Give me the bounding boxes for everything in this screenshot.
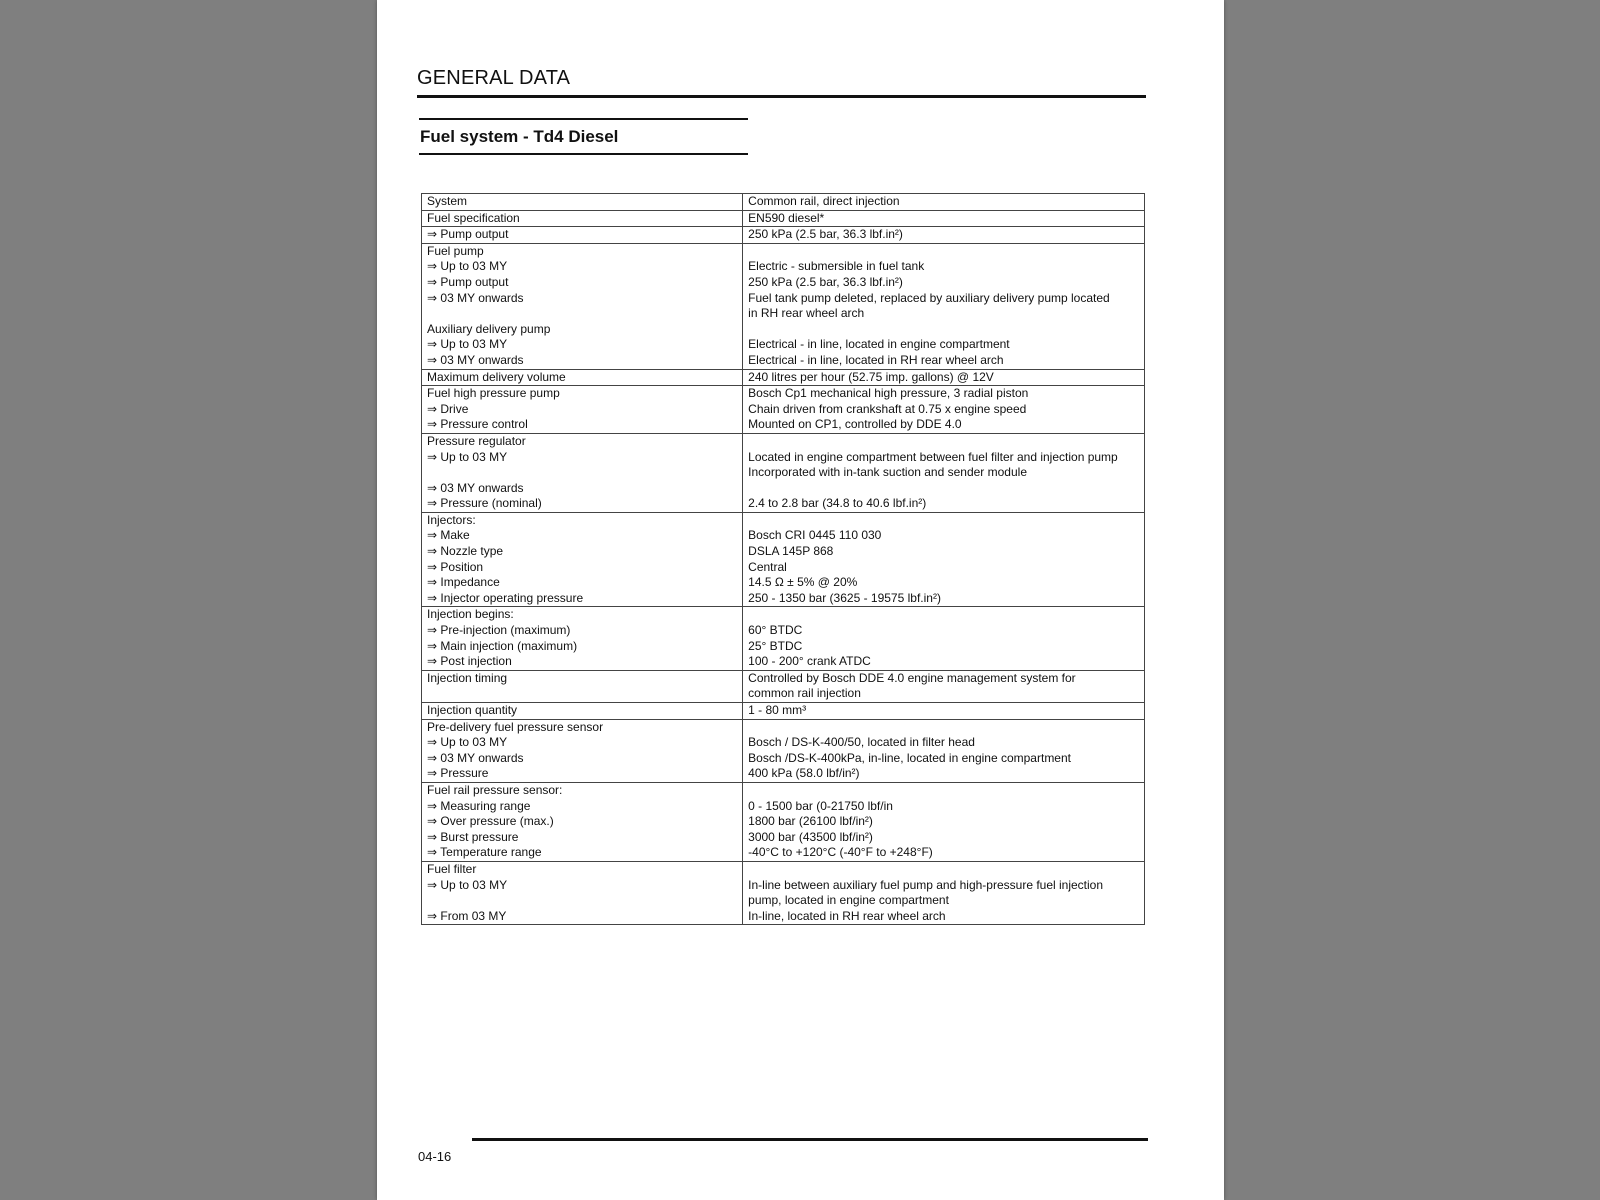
parameter-line: ⇒ Make xyxy=(427,528,470,543)
parameter-cell xyxy=(422,782,743,861)
value-line: 100 - 200° crank ATDC xyxy=(748,654,871,669)
parameter-line: Injectors: xyxy=(427,512,476,527)
parameter-cell xyxy=(422,512,743,607)
value-line: pump, located in engine compartment xyxy=(748,893,949,908)
value-line: EN590 diesel* xyxy=(748,210,825,225)
value-line: 0 - 1500 bar (0-21750 lbf/in xyxy=(748,798,893,813)
parameter-line: ⇒ Drive xyxy=(427,401,469,416)
parameter-line: ⇒ Up to 03 MY xyxy=(427,449,508,464)
value-line: Fuel tank pump deleted, replaced by auxiliary delivery pump located xyxy=(748,290,1110,305)
table-row xyxy=(422,227,1145,244)
page-title: GENERAL DATA xyxy=(417,67,571,89)
parameter-line: Injection timing xyxy=(427,670,508,685)
table-row xyxy=(422,194,1145,211)
parameter-line: ⇒ Nozzle type xyxy=(427,544,504,559)
table-row xyxy=(422,369,1145,386)
parameter-line: Fuel specification xyxy=(427,210,520,225)
parameter-line: Auxiliary delivery pump xyxy=(427,321,551,336)
value-line: Electric - submersible in fuel tank xyxy=(748,259,925,274)
value-line: In-line, located in RH rear wheel arch xyxy=(748,908,946,923)
value-cell xyxy=(743,719,1145,782)
parameter-cell xyxy=(422,227,743,244)
value-line xyxy=(748,434,1144,450)
value-line xyxy=(748,244,1144,260)
parameter-line: Pre-delivery fuel pressure sensor xyxy=(427,719,604,734)
parameter-line: ⇒ 03 MY onwards xyxy=(427,352,524,367)
value-cell xyxy=(743,512,1145,607)
parameter-line: ⇒ Pre-injection (maximum) xyxy=(427,623,571,638)
page-number: 04-16 xyxy=(418,1149,452,1164)
parameter-line: ⇒ Up to 03 MY xyxy=(427,259,508,274)
value-line: 2.4 to 2.8 bar (34.8 to 40.6 lbf.in²) xyxy=(748,496,927,511)
parameter-line: ⇒ 03 MY onwards xyxy=(427,750,524,765)
value-line: Chain driven from crankshaft at 0.75 x engine speed xyxy=(748,401,1027,416)
value-line xyxy=(748,607,1144,623)
parameter-line: Pressure regulator xyxy=(427,433,526,448)
value-line xyxy=(748,783,1144,799)
parameter-cell xyxy=(422,369,743,386)
parameter-cell xyxy=(422,433,743,512)
value-cell xyxy=(743,243,1145,369)
parameter-line xyxy=(427,893,742,909)
parameter-line: System xyxy=(427,194,468,208)
table-row xyxy=(422,512,1145,607)
value-cell xyxy=(743,433,1145,512)
table-row xyxy=(422,670,1145,702)
parameter-line: ⇒ Pump output xyxy=(427,227,509,242)
value-cell xyxy=(743,227,1145,244)
fuel-system-data-table xyxy=(421,193,1145,925)
value-line: Mounted on CP1, controlled by DDE 4.0 xyxy=(748,417,962,432)
value-line: Incorporated with in-tank suction and sender module xyxy=(748,465,1027,480)
value-line: 3000 bar (43500 lbf/in²) xyxy=(748,829,873,844)
parameter-line: ⇒ Temperature range xyxy=(427,845,542,860)
parameter-cell xyxy=(422,386,743,434)
value-line: Bosch Cp1 mechanical high pressure, 3 radial piston xyxy=(748,386,1029,401)
value-line: in RH rear wheel arch xyxy=(748,306,865,321)
value-line: common rail injection xyxy=(748,686,861,701)
value-line xyxy=(748,862,1144,878)
value-line: 1800 bar (26100 lbf/in²) xyxy=(748,814,873,829)
parameter-line: Fuel pump xyxy=(427,243,484,258)
table-row xyxy=(422,243,1145,369)
table-body xyxy=(422,194,1145,925)
value-line: Electrical - in line, located in RH rear wheel arch xyxy=(748,352,1004,367)
value-line: 1 - 80 mm³ xyxy=(748,703,807,717)
parameter-line: ⇒ Injector operating pressure xyxy=(427,590,584,605)
value-line: Bosch CRI 0445 110 030 xyxy=(748,528,882,543)
value-cell xyxy=(743,386,1145,434)
value-line xyxy=(748,322,1144,338)
value-line: 250 - 1350 bar (3625 - 19575 lbf.in²) xyxy=(748,590,941,605)
parameter-cell xyxy=(422,210,743,227)
value-line: Electrical - in line, located in engine compartment xyxy=(748,337,1010,352)
table-row xyxy=(422,210,1145,227)
table-row xyxy=(422,782,1145,861)
parameter-line: ⇒ 03 MY onwards xyxy=(427,290,524,305)
parameter-line xyxy=(427,465,742,481)
parameter-cell xyxy=(422,861,743,924)
value-line xyxy=(748,720,1144,736)
value-line: 14.5 Ω ± 5% @ 20% xyxy=(748,575,858,590)
table-row xyxy=(422,433,1145,512)
value-cell xyxy=(743,369,1145,386)
value-line: 250 kPa (2.5 bar, 36.3 lbf.in²) xyxy=(748,274,903,289)
parameter-line: ⇒ Up to 03 MY xyxy=(427,877,508,892)
parameter-cell xyxy=(422,719,743,782)
value-cell xyxy=(743,782,1145,861)
value-line: Common rail, direct injection xyxy=(748,194,900,208)
parameter-line: Injection begins: xyxy=(427,607,514,622)
value-cell xyxy=(743,210,1145,227)
parameter-line: ⇒ Over pressure (max.) xyxy=(427,814,554,829)
value-line: 400 kPa (58.0 lbf/in²) xyxy=(748,766,860,781)
parameter-line: ⇒ Pressure (nominal) xyxy=(427,496,542,511)
value-line: Bosch / DS-K-400/50, located in filter head xyxy=(748,735,975,750)
parameter-line: Fuel rail pressure sensor: xyxy=(427,782,563,797)
value-cell xyxy=(743,670,1145,702)
parameter-line: ⇒ Pump output xyxy=(427,274,509,289)
parameter-line: ⇒ Pressure xyxy=(427,766,489,781)
parameter-line: ⇒ Position xyxy=(427,559,484,574)
parameter-line: ⇒ Burst pressure xyxy=(427,829,519,844)
value-line: 60° BTDC xyxy=(748,623,803,638)
section-heading-box xyxy=(419,118,748,155)
value-line: Bosch /DS-K-400kPa, in-line, located in engine compartment xyxy=(748,750,1071,765)
value-line: Controlled by Bosch DDE 4.0 engine management system for xyxy=(748,670,1076,685)
value-line: DSLA 145P 868 xyxy=(748,544,834,559)
document-page xyxy=(377,0,1224,1200)
value-line: In-line between auxiliary fuel pump and high-pressure fuel injection xyxy=(748,877,1104,892)
parameter-line: Fuel filter xyxy=(427,861,477,876)
parameter-cell xyxy=(422,703,743,720)
value-line: 250 kPa (2.5 bar, 36.3 lbf.in²) xyxy=(748,227,903,242)
value-cell xyxy=(743,703,1145,720)
parameter-line: ⇒ Up to 03 MY xyxy=(427,735,508,750)
parameter-cell xyxy=(422,607,743,670)
parameter-line: ⇒ Main injection (maximum) xyxy=(427,638,578,653)
parameter-line xyxy=(427,306,742,322)
table-row xyxy=(422,607,1145,670)
parameter-line: Maximum delivery volume xyxy=(427,369,566,384)
value-line xyxy=(748,481,1144,497)
parameter-line: ⇒ Post injection xyxy=(427,654,512,669)
parameter-line: ⇒ Pressure control xyxy=(427,417,528,432)
table-row xyxy=(422,861,1145,924)
value-cell xyxy=(743,861,1145,924)
value-line: 25° BTDC xyxy=(748,638,803,653)
parameter-line: ⇒ Measuring range xyxy=(427,798,531,813)
value-cell xyxy=(743,194,1145,211)
parameter-cell xyxy=(422,243,743,369)
parameter-line: Injection quantity xyxy=(427,703,518,717)
value-line: Located in engine compartment between fuel filter and injection pump xyxy=(748,449,1118,464)
parameter-cell xyxy=(422,194,743,211)
value-line: Central xyxy=(748,559,787,574)
parameter-line: ⇒ Up to 03 MY xyxy=(427,337,508,352)
parameter-line: ⇒ From 03 MY xyxy=(427,908,507,923)
section-title: Fuel system - Td4 Diesel xyxy=(420,127,619,146)
value-line: -40°C to +120°C (-40°F to +248°F) xyxy=(748,845,933,860)
value-line xyxy=(748,513,1144,529)
parameter-line: ⇒ 03 MY onwards xyxy=(427,480,524,495)
parameter-line: ⇒ Impedance xyxy=(427,575,500,590)
title-rule xyxy=(417,95,1146,98)
value-cell xyxy=(743,607,1145,670)
table-row xyxy=(422,719,1145,782)
table-row xyxy=(422,386,1145,434)
parameter-cell xyxy=(422,670,743,702)
table-row xyxy=(422,703,1145,720)
parameter-line: Fuel high pressure pump xyxy=(427,386,560,401)
footer-rule xyxy=(472,1138,1148,1141)
value-line: 240 litres per hour (52.75 imp. gallons) @ 12V xyxy=(748,369,994,384)
